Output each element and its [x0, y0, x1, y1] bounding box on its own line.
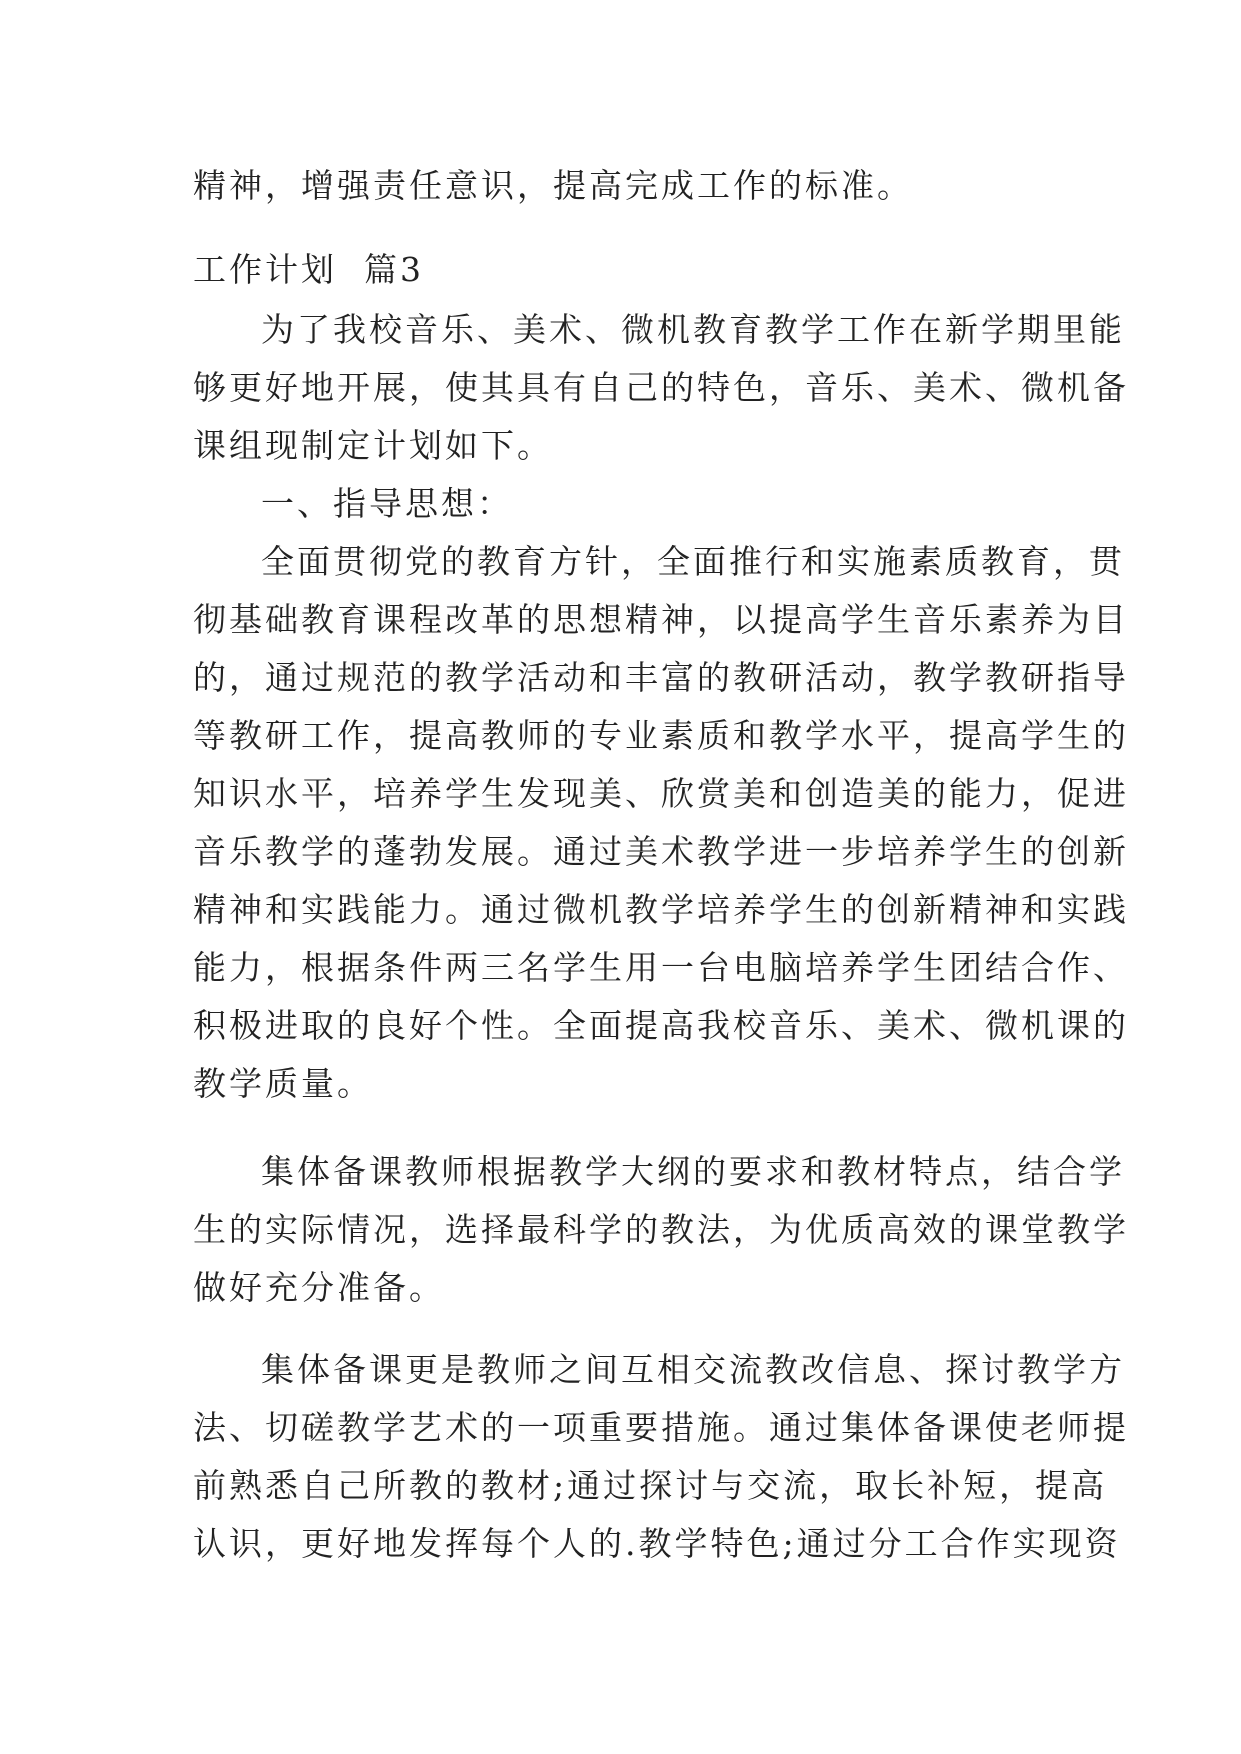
- text-line: 做好充分准备。: [193, 1268, 445, 1307]
- text-line: 为了我校音乐、美术、微机教育教学工作在新学期里能: [261, 310, 1125, 349]
- text-line: 的，通过规范的教学活动和丰富的教研活动，教学教研指导: [193, 658, 1129, 697]
- text-line: 能力，根据条件两三名学生用一台电脑培养学生团结合作、: [193, 948, 1129, 987]
- text-line: 音乐教学的蓬勃发展。通过美术教学进一步培养学生的创新: [193, 832, 1129, 871]
- text-line: 法、切磋教学艺术的一项重要措施。通过集体备课使老师提: [193, 1408, 1129, 1447]
- text-line: 生的实际情况，选择最科学的教法，为优质高效的课堂教学: [193, 1210, 1129, 1249]
- text-line: 集体备课教师根据教学大纲的要求和教材特点，结合学: [261, 1152, 1125, 1191]
- text-line: 积极进取的良好个性。全面提高我校音乐、美术、微机课的: [193, 1006, 1129, 1045]
- text-line: 前熟悉自己所教的教材;通过探讨与交流，取长补短，提高: [193, 1466, 1108, 1505]
- text-line: 精神，增强责任意识，提高完成工作的标准。: [193, 166, 913, 205]
- text-line: 课组现制定计划如下。: [193, 426, 553, 465]
- text-line: 等教研工作，提高教师的专业素质和教学水平，提高学生的: [193, 716, 1129, 755]
- text-line: 教学质量。: [193, 1064, 373, 1103]
- text-line: 认识，更好地发挥每个人的.教学特色;通过分工合作实现资: [193, 1524, 1121, 1563]
- text-line: 知识水平，培养学生发现美、欣赏美和创造美的能力，促进: [193, 774, 1129, 813]
- subheading: 一、指导思想：: [261, 484, 513, 523]
- text-line: 够更好地开展，使其具有自己的特色，音乐、美术、微机备: [193, 368, 1129, 407]
- text-line: 集体备课更是教师之间互相交流教改信息、探讨教学方: [261, 1350, 1125, 1389]
- text-line: 精神和实践能力。通过微机教学培养学生的创新精神和实践: [193, 890, 1129, 929]
- text-line: 全面贯彻党的教育方针，全面推行和实施素质教育，贯: [261, 542, 1125, 581]
- text-line: 彻基础教育课程改革的思想精神，以提高学生音乐素养为目: [193, 600, 1129, 639]
- section-heading: 工作计划 篇3: [193, 250, 424, 289]
